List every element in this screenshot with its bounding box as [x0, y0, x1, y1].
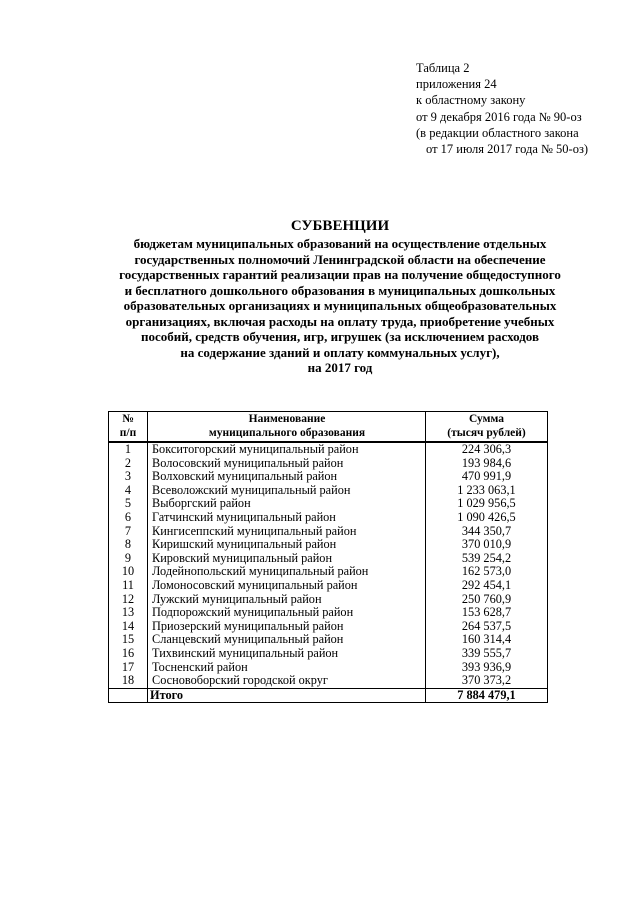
row-num: 12	[109, 593, 148, 607]
row-num: 16	[109, 647, 148, 661]
row-num: 17	[109, 661, 148, 675]
row-name: Сосновоборский городской округ	[148, 674, 426, 688]
row-name: Сланцевский муниципальный район	[148, 633, 426, 647]
row-sum: 193 984,6	[426, 457, 548, 471]
title-main: СУБВЕНЦИИ	[290, 218, 390, 234]
row-sum: 224 306,3	[426, 442, 548, 457]
table-row	[109, 647, 548, 661]
table-row	[109, 579, 548, 593]
row-name: Кировский муниципальный район	[148, 552, 426, 566]
row-name: Кингисеппский муниципальный район	[148, 525, 426, 539]
title-line: государственных полномочий Ленинградской области на обеспечение	[134, 251, 546, 267]
row-name: Всеволожский муниципальный район	[148, 484, 426, 498]
row-num: 15	[109, 633, 148, 647]
row-sum: 470 991,9	[426, 470, 548, 484]
row-num: 9	[109, 552, 148, 566]
row-num: 8	[109, 538, 148, 552]
row-name: Лужский муниципальный район	[148, 593, 426, 607]
row-name: Ломоносовский муниципальный район	[148, 579, 426, 593]
table-row	[109, 606, 548, 620]
table-row	[109, 457, 548, 471]
header-sum	[426, 412, 548, 443]
header-num-line: п/п	[119, 426, 137, 439]
table-row	[109, 484, 548, 498]
title-line: государственных гарантий реализации прав на получение общедоступного	[119, 267, 561, 282]
row-sum: 250 760,9	[426, 593, 548, 607]
header-sum-line: (тысяч рублей)	[447, 426, 526, 439]
row-num: 13	[109, 606, 148, 620]
table-row	[109, 552, 548, 566]
row-num: 14	[109, 620, 148, 634]
row-num: 10	[109, 565, 148, 579]
row-name: Тосненский район	[148, 661, 426, 675]
table-row	[109, 442, 548, 457]
header-line: (в редакции областного закона	[416, 125, 579, 140]
row-num: 11	[109, 579, 148, 593]
row-sum: 370 373,2	[426, 674, 548, 688]
row-num: 18	[109, 674, 148, 688]
header-name-line: Наименование	[248, 413, 326, 425]
row-sum: 292 454,1	[426, 579, 548, 593]
row-sum: 539 254,2	[426, 552, 548, 566]
header-name-line: муниципального образования	[208, 426, 366, 439]
table-header-row	[109, 412, 548, 443]
header-line: Таблица 2	[416, 61, 470, 75]
table-row	[109, 470, 548, 484]
title-line: и бесплатного дошкольного образования в муниципальных дошкольных	[124, 282, 556, 298]
row-name: Выборгский район	[148, 497, 426, 511]
appendix-reference	[416, 60, 588, 157]
row-sum: 1 029 956,5	[426, 497, 548, 511]
table-row	[109, 620, 548, 634]
total-label: Итого	[148, 688, 426, 703]
row-sum: 264 537,5	[426, 620, 548, 634]
table-row	[109, 497, 548, 511]
header-line: приложения 24	[416, 77, 497, 92]
table-row	[109, 565, 548, 579]
row-sum: 1 233 063,1	[426, 484, 548, 498]
header-name	[148, 412, 426, 443]
title-line: организациях, включая расходы на оплату труда, приобретение учебных	[125, 313, 555, 329]
row-sum: 339 555,7	[426, 647, 548, 661]
table-row	[109, 674, 548, 688]
header-line: от 17 июля 2017 года № 50-оз)	[426, 142, 589, 157]
row-name: Гатчинский муниципальный район	[148, 511, 426, 525]
row-sum: 160 314,4	[426, 633, 548, 647]
row-num: 5	[109, 497, 148, 511]
total-num	[109, 688, 148, 703]
table-row	[109, 525, 548, 539]
table-row	[109, 511, 548, 525]
title-line: пособий, средств обучения, игр, игрушек (за исключением расходов	[141, 329, 539, 344]
row-name: Тихвинский муниципальный район	[148, 647, 426, 661]
header-num-line: №	[122, 413, 134, 425]
row-name: Волосовский муниципальный район	[148, 457, 426, 471]
row-name: Приозерский муниципальный район	[148, 620, 426, 634]
table-row	[109, 633, 548, 647]
row-num: 6	[109, 511, 148, 525]
total-sum: 7 884 479,1	[426, 688, 548, 703]
row-name: Лодейнопольский муниципальный район	[148, 565, 426, 579]
row-num: 4	[109, 484, 148, 498]
header-num	[109, 412, 148, 443]
title-line: образовательных организациях и муниципальных общеобразовательных	[123, 298, 557, 313]
row-sum: 370 010,9	[426, 538, 548, 552]
row-sum: 393 936,9	[426, 661, 548, 675]
table-row	[109, 538, 548, 552]
row-sum: 344 350,7	[426, 525, 548, 539]
row-num: 2	[109, 457, 148, 471]
total-row	[109, 688, 548, 703]
row-sum: 162 573,0	[426, 565, 548, 579]
row-name: Бокситогорский муниципальный район	[148, 442, 426, 457]
title-line: бюджетам муниципальных образований на осуществление отдельных	[133, 236, 547, 251]
title-line: на содержание зданий и оплату коммунальных услуг),	[180, 344, 500, 360]
table-row	[109, 661, 548, 675]
row-num: 1	[109, 442, 148, 457]
row-num: 3	[109, 470, 148, 484]
header-line: к областному закону	[416, 93, 526, 108]
row-name: Волховский муниципальный район	[148, 470, 426, 484]
document-title	[60, 218, 620, 376]
header-line: от 9 декабря 2016 года № 90-оз	[416, 109, 582, 124]
table-row	[109, 593, 548, 607]
header-sum-line: Сумма	[469, 413, 504, 425]
subsidies-table	[108, 411, 548, 703]
title-line: на 2017 год	[307, 360, 373, 375]
row-sum: 1 090 426,5	[426, 511, 548, 525]
row-name: Подпорожский муниципальный район	[148, 606, 426, 620]
row-num: 7	[109, 525, 148, 539]
row-sum: 153 628,7	[426, 606, 548, 620]
row-name: Киришский муниципальный район	[148, 538, 426, 552]
